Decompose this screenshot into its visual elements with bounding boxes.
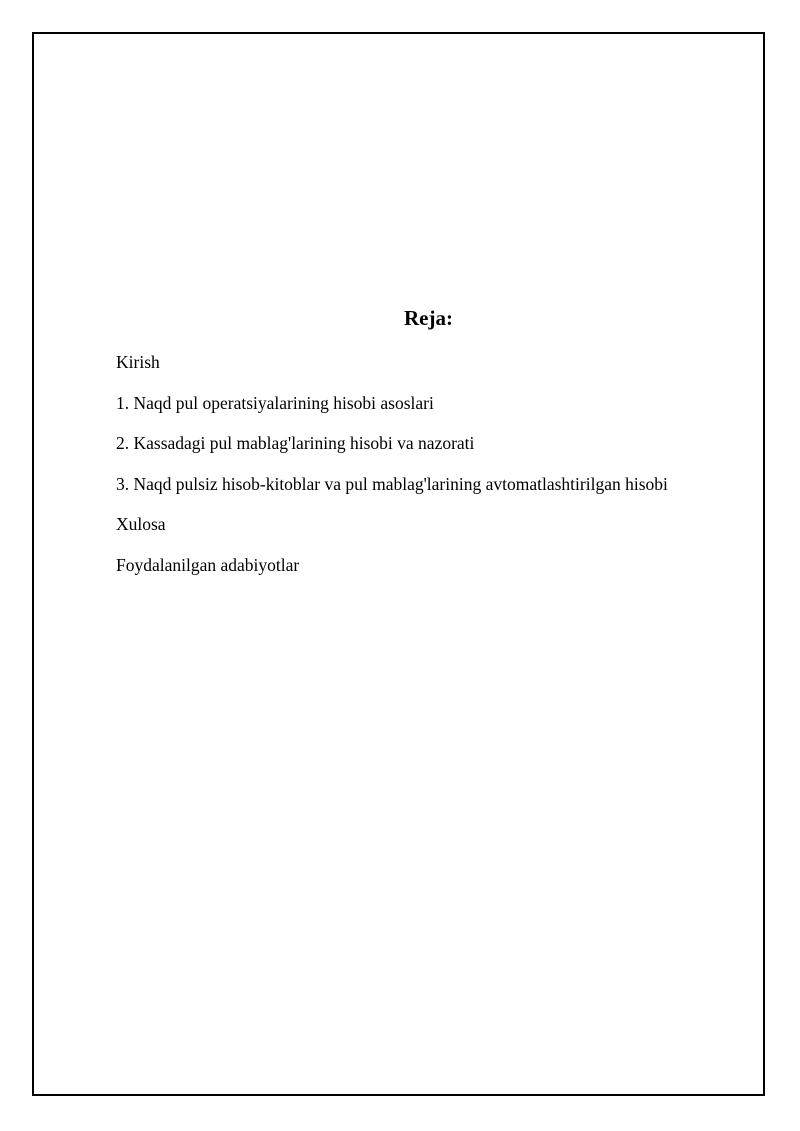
page-title: Reja: — [404, 306, 453, 330]
toc-item-introduction: Kirish — [116, 352, 160, 372]
toc-item-chapter-1: 1. Naqd pul operatsiyalarining hisobi asoslari — [116, 392, 434, 413]
toc-item-chapter-3: 3. Naqd pulsiz hisob-kitoblar va pul mablag'larining avtomatlashtirilgan hisobi — [116, 473, 668, 494]
toc-item-references: Foydalanilgan adabiyotlar — [116, 554, 300, 575]
table-of-contents — [116, 352, 668, 595]
page-frame — [32, 32, 765, 1096]
toc-item-chapter-2: 2. Kassadagi pul mablag'larining hisobi va nazorati — [116, 433, 475, 453]
toc-item-conclusion: Xulosa — [116, 514, 166, 534]
